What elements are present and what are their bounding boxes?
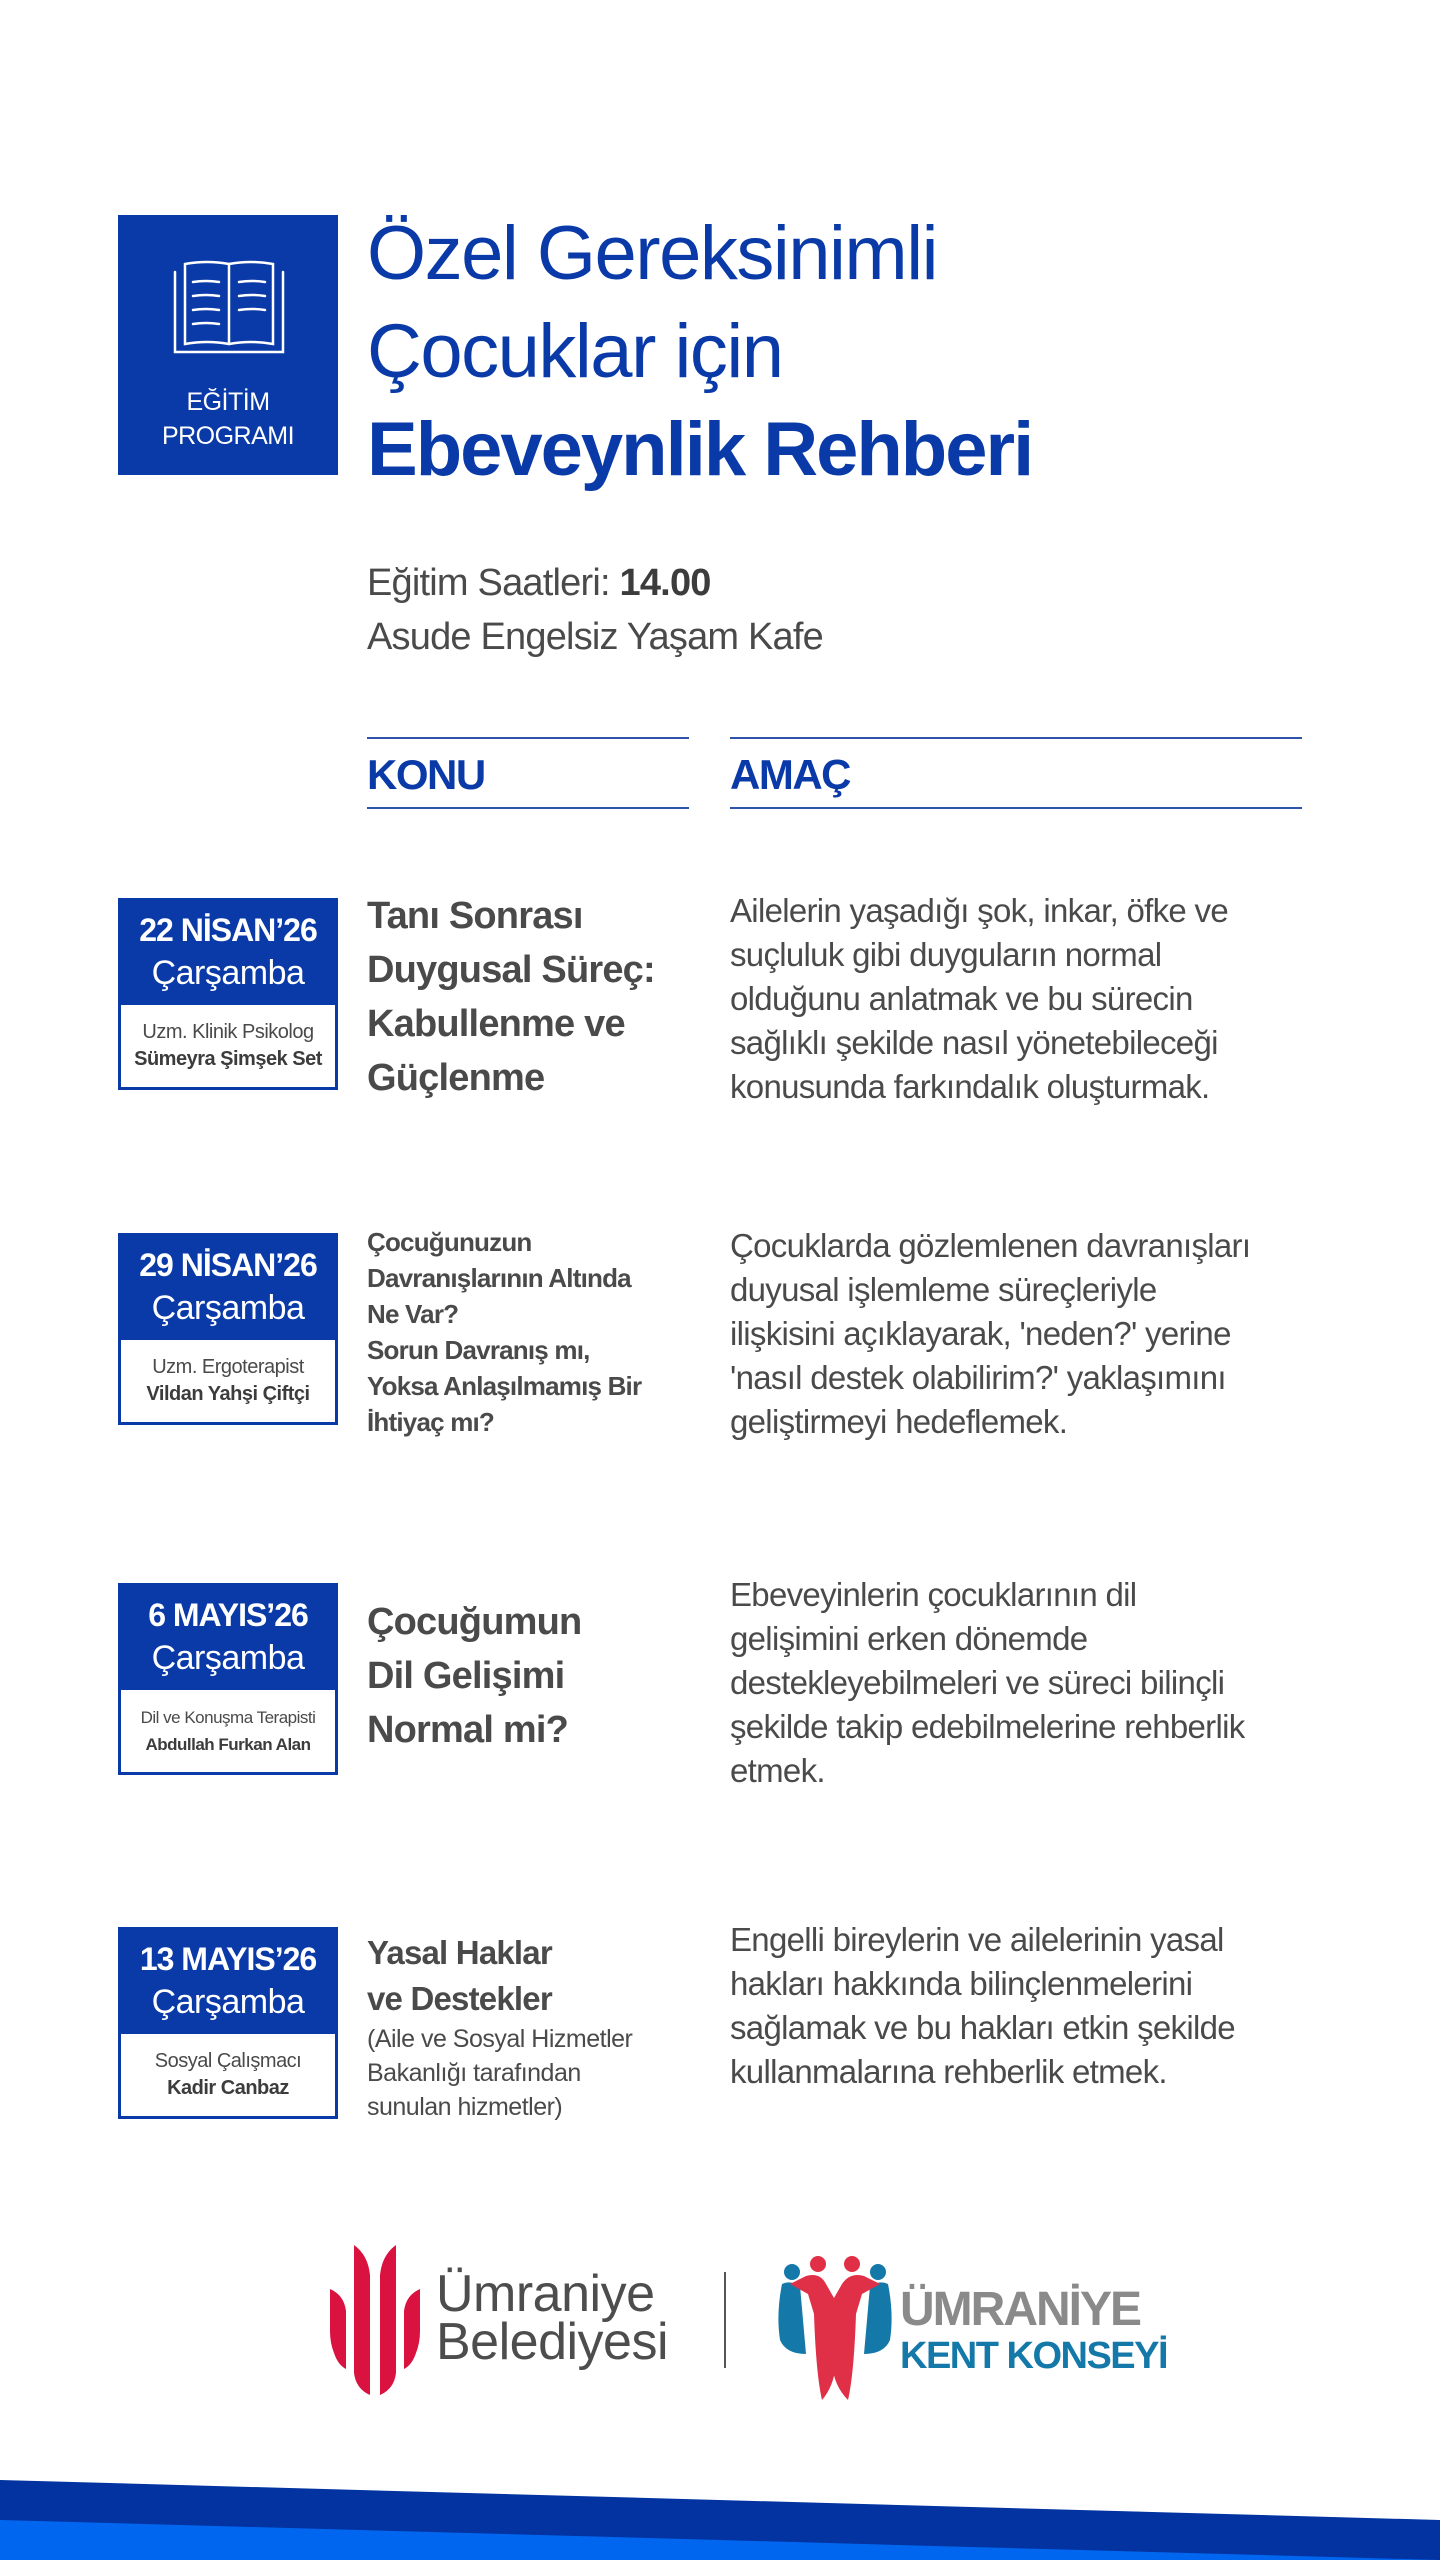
aim-line: konusunda farkındalık oluşturmak. [730, 1068, 1210, 1105]
session-date: 6 MAYIS’26 [148, 1597, 308, 1633]
speaker [121, 1690, 335, 1772]
topic-sub-line: (Aile ve Sosyal Hizmetler [367, 2025, 633, 2053]
aim-line: sağlamak ve bu hakları etkin şekilde [730, 2009, 1235, 2046]
topic-line: Kabullenme ve [367, 1003, 625, 1045]
session-date: 22 NİSAN’26 [139, 912, 317, 948]
topic-line: Normal mi? [367, 1709, 569, 1751]
session-date-box [118, 1233, 338, 1425]
program-badge [118, 215, 338, 475]
session-aim [730, 1224, 1330, 1444]
aim-line: gelişimini erken dönemde [730, 1620, 1088, 1657]
speaker-name: Abdullah Furkan Alan [145, 1735, 311, 1754]
topic-line: Duygusal Süreç: [367, 949, 655, 991]
aim-line: Çocuklarda gözlemlenen davranışları [730, 1227, 1251, 1264]
topic-line: Güçlenme [367, 1057, 545, 1099]
topic-line: İhtiyaç mı? [367, 1407, 495, 1437]
session-date-box [118, 1927, 338, 2119]
logo-divider [724, 2272, 726, 2368]
aim-line: şekilde takip edebilmelerine rehberlik [730, 1708, 1245, 1745]
session-aim [730, 1573, 1330, 1793]
title-line-1: Özel Gereksinimli [367, 211, 937, 296]
topic-line: ve Destekler [367, 1980, 552, 2017]
aim-line: etmek. [730, 1752, 825, 1789]
session-aim [730, 889, 1330, 1109]
title-line-2: Çocuklar için [367, 309, 783, 394]
topic-line: Yasal Haklar [367, 1934, 552, 1971]
session-day: Çarşamba [151, 954, 305, 992]
aim-line: sağlıklı şekilde nasıl yönetebileceği [730, 1024, 1218, 1061]
location: Asude Engelsiz Yaşam Kafe [367, 616, 823, 658]
aim-line: ilişkisini açıklayarak, 'neden?' yerine [730, 1315, 1231, 1352]
aim-line: 'nasıl destek olabilirim?' yaklaşımını [730, 1359, 1226, 1396]
aim-line: duyusal işlemleme süreçleriyle [730, 1271, 1157, 1308]
session-day: Çarşamba [151, 1639, 305, 1677]
aim-line: suçluluk gibi duyguların normal [730, 936, 1162, 973]
speaker [121, 2034, 335, 2116]
kent-konseyi-logo-line-2: KENT KONSEYİ [900, 2335, 1168, 2377]
topic-line: Sorun Davranış mı, [367, 1335, 590, 1365]
speaker-role: Sosyal Çalışmacı [154, 2050, 302, 2072]
aim-line: destekleyebilmeleri ve süreci bilinçli [730, 1664, 1225, 1701]
session-topic [367, 889, 712, 1105]
session-date: 29 NİSAN’26 [139, 1247, 317, 1283]
aim-line: kullanmalarına rehberlik etmek. [730, 2053, 1167, 2090]
kent-konseyi-logo-icon [776, 2254, 894, 2402]
topic-subtitle [367, 2022, 712, 2124]
speaker-role: Uzm. Klinik Psikolog [142, 1021, 314, 1043]
topic-line: Çocuğumun [367, 1601, 582, 1643]
session-date: 13 MAYIS’26 [139, 1941, 317, 1977]
hours-label: Eğitim Saatleri: [367, 562, 610, 604]
topic-line: Dil Gelişimi [367, 1655, 565, 1697]
logo1-line-1: Ümraniye [436, 2265, 655, 2323]
kent-konseyi-logo-line-1: ÜMRANİYE [900, 2283, 1141, 2336]
topic-sub-line: Bakanlığı tarafından [367, 2059, 581, 2087]
badge-label [118, 385, 338, 453]
speaker-name: Sümeyra Şimşek Set [134, 1048, 322, 1070]
date-header [121, 901, 335, 1005]
topic-line: Çocuğunuzun [367, 1227, 532, 1257]
open-book-icon [173, 260, 285, 360]
aim-line: hakları hakkında bilinçlenmelerini [730, 1965, 1193, 2002]
aim-line: Ailelerin yaşadığı şok, inkar, öfke ve [730, 892, 1229, 929]
date-header [121, 1586, 335, 1690]
column-header-aim: AMAÇ [730, 737, 1302, 809]
date-header [121, 1930, 335, 2034]
session-date-box [118, 1583, 338, 1775]
bottom-decorative-stripes [0, 2440, 1440, 2560]
session-aim [730, 1918, 1330, 2094]
speaker [121, 1340, 335, 1422]
aim-line: Engelli bireylerin ve ailelerinin yasal [730, 1921, 1224, 1958]
training-hours [367, 556, 823, 610]
speaker [121, 1005, 335, 1087]
topic-line: Yoksa Anlaşılmamış Bir [367, 1371, 642, 1401]
topic-line: Tanı Sonrası [367, 895, 583, 937]
session-day: Çarşamba [151, 1289, 305, 1327]
umraniye-belediyesi-logo-text [436, 2265, 669, 2371]
topic-sub-line: sunulan hizmetler) [367, 2093, 563, 2121]
session-day: Çarşamba [151, 1983, 305, 2021]
speaker-name: Vildan Yahşi Çiftçi [146, 1383, 310, 1405]
session-topic [367, 1595, 712, 1757]
session-topic [367, 1930, 712, 2124]
session-date-box [118, 898, 338, 1090]
aim-line: geliştirmeyi hedeflemek. [730, 1403, 1068, 1440]
logo1-line-2: Belediyesi [436, 2313, 669, 2371]
badge-line-1: EĞİTİM [186, 388, 270, 416]
column-header-topic: KONU [367, 737, 689, 809]
umraniye-belediyesi-logo-icon [330, 2245, 420, 2397]
speaker-name: Kadir Canbaz [167, 2077, 289, 2099]
date-header [121, 1236, 335, 1340]
topic-line: Ne Var? [367, 1299, 459, 1329]
session-topic [367, 1224, 712, 1440]
title-line-3: Ebeveynlik Rehberi [367, 407, 1033, 492]
badge-line-2: PROGRAMI [161, 422, 295, 450]
hours-value: 14.00 [619, 562, 711, 604]
speaker-role: Uzm. Ergoterapist [152, 1356, 304, 1378]
topic-line: Davranışlarının Altında [367, 1263, 631, 1293]
speaker-role: Dil ve Konuşma Terapisti [140, 1708, 316, 1727]
aim-line: Ebeveyinlerin çocuklarının dil [730, 1576, 1137, 1613]
event-info [367, 556, 823, 664]
page-title [367, 205, 1032, 499]
aim-line: olduğunu anlatmak ve bu sürecin [730, 980, 1193, 1017]
